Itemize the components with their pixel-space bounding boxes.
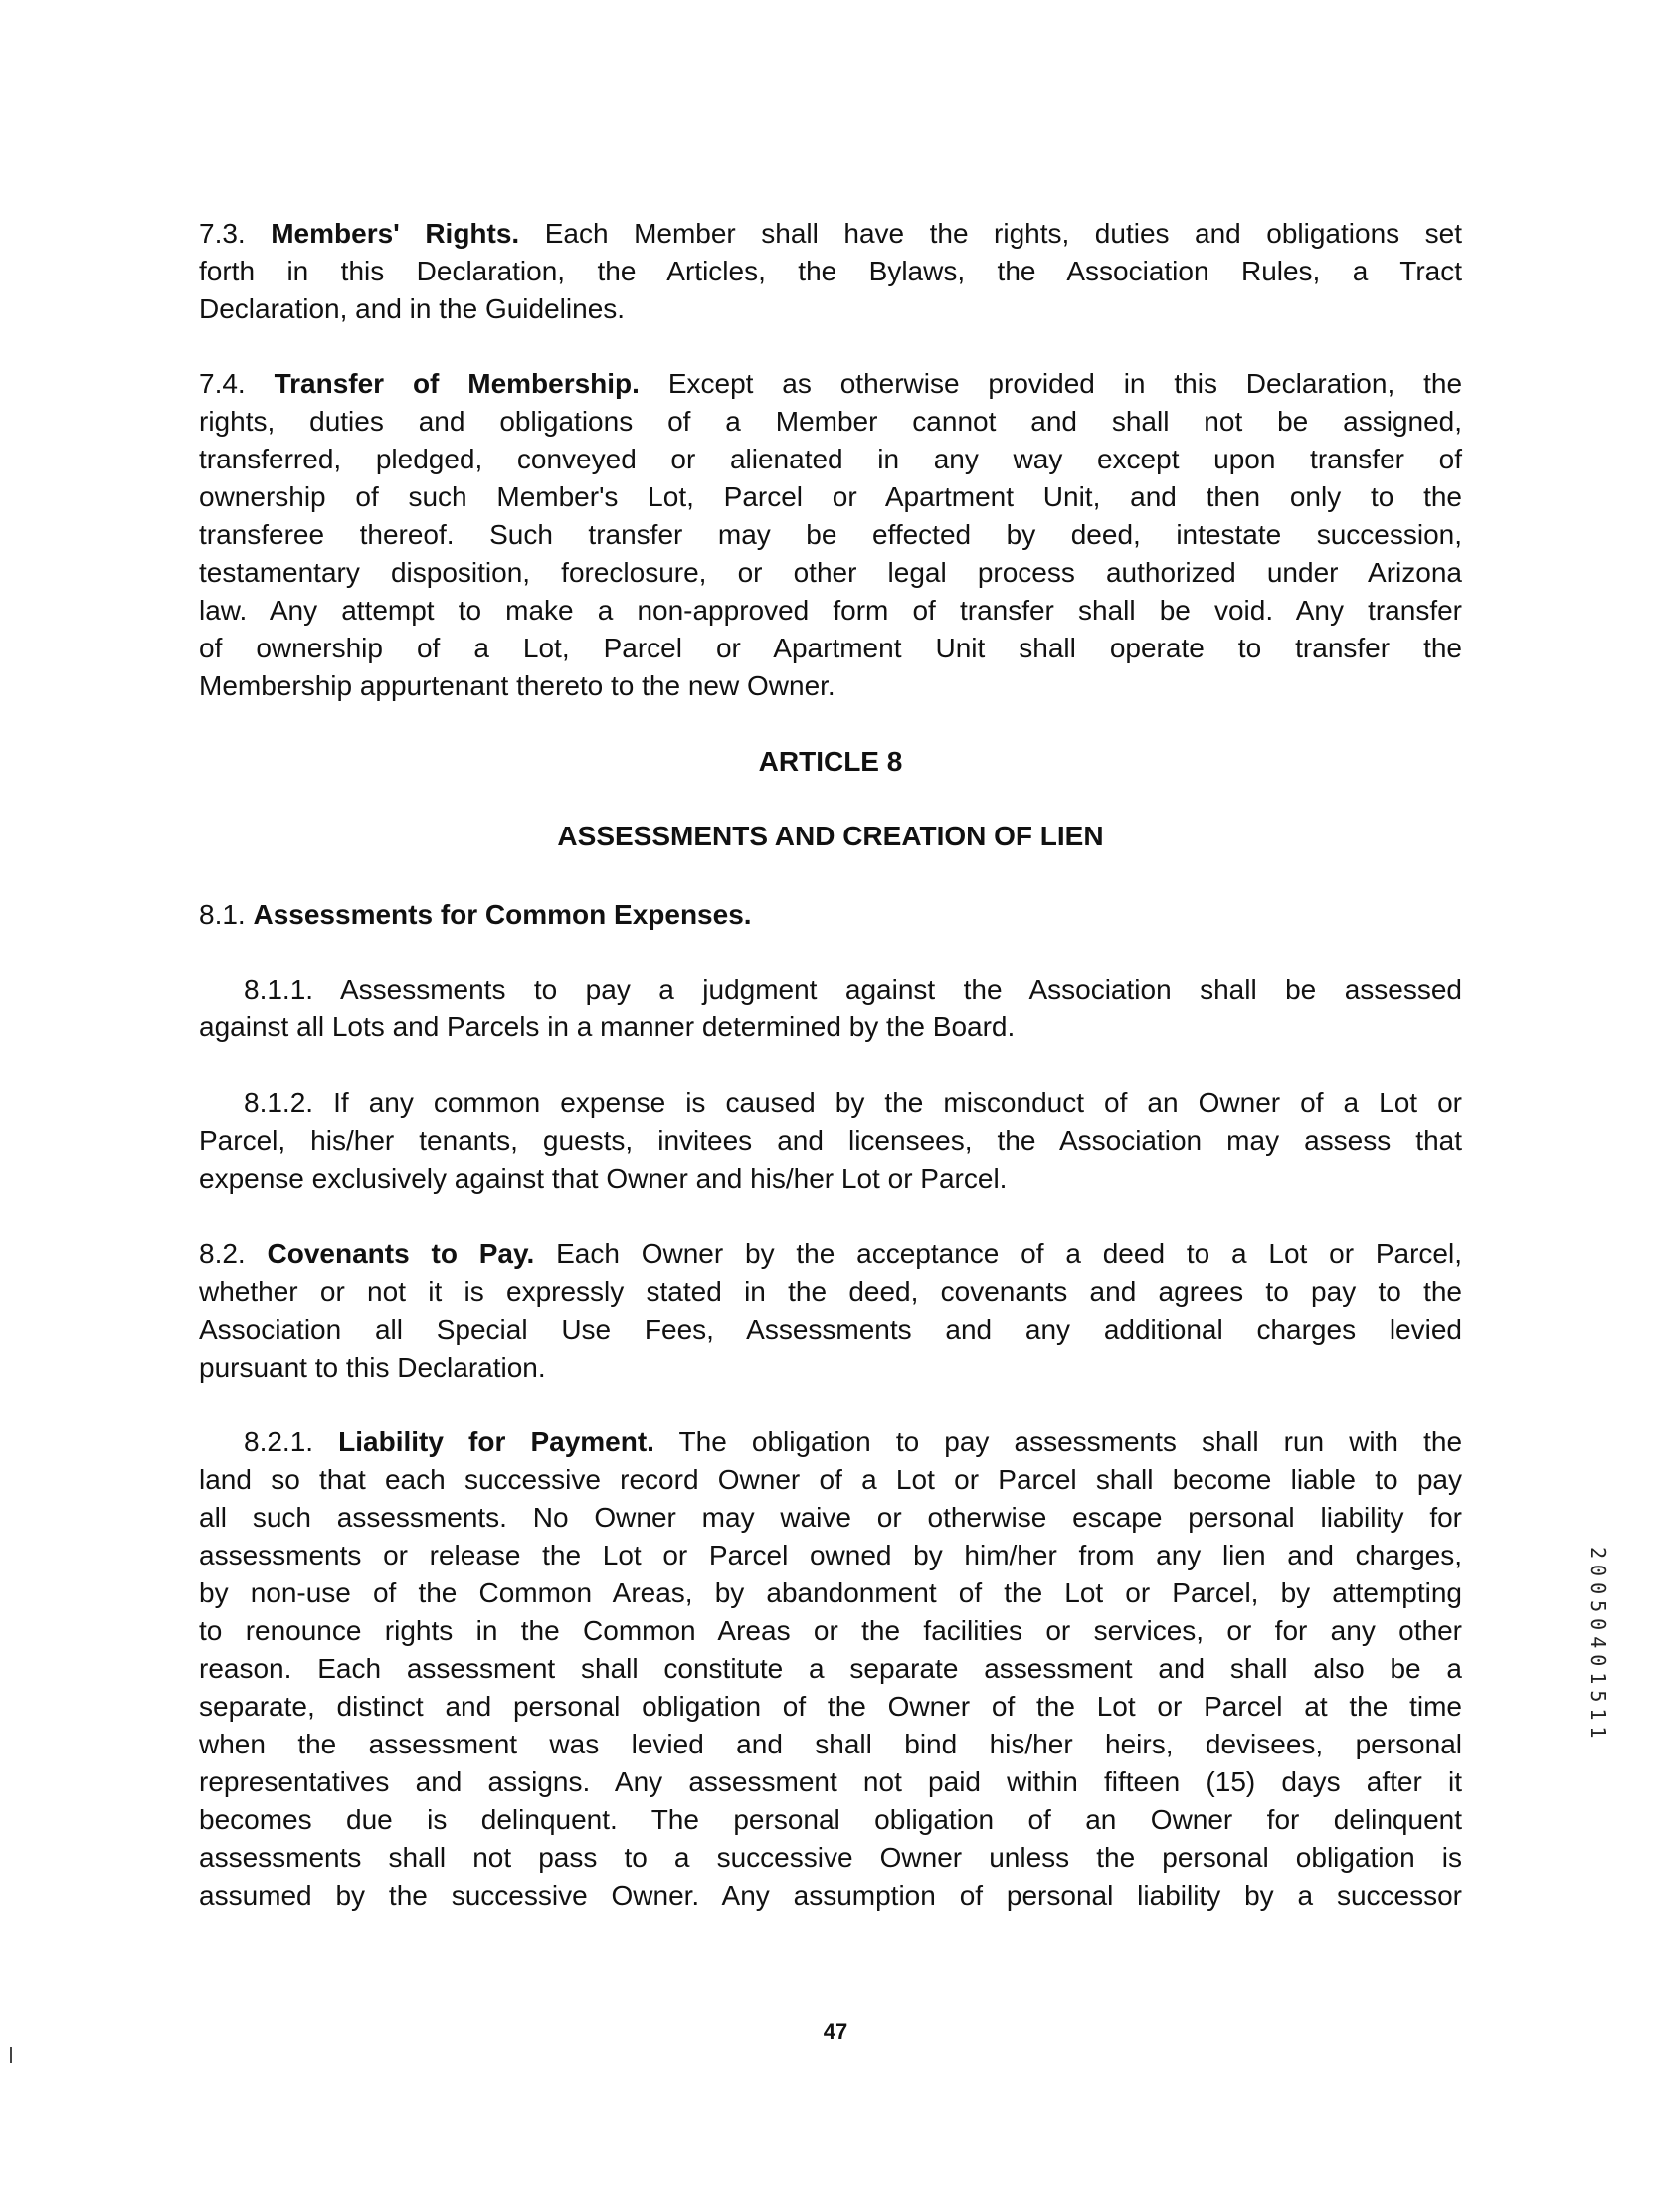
text-line: pursuant to this Declaration. bbox=[199, 1352, 546, 1382]
text-line: 8.1.2. If any common expense is caused by the misconduct of an Owner of a Lot or bbox=[244, 1087, 1462, 1118]
text-line: expense exclusively against that Owner and his/her Lot or Parcel. bbox=[199, 1163, 1008, 1194]
text-line: assessments or release the Lot or Parcel owned by him/her from any lien and charges, bbox=[199, 1540, 1462, 1570]
text-line: reason. Each assessment shall constitute a separate assessment and shall also be a bbox=[199, 1653, 1462, 1684]
text-line: becomes due is delinquent. The personal obligation of an Owner for delinquent bbox=[199, 1804, 1462, 1835]
section-8-1-2 bbox=[199, 1084, 1462, 1198]
section-8-2-1 bbox=[199, 1423, 1462, 1915]
section-8-1 bbox=[199, 896, 1462, 934]
text-line: Declaration, and in the Guidelines. bbox=[199, 293, 626, 324]
section-8-1-1 bbox=[199, 971, 1462, 1046]
text-line: by non-use of the Common Areas, by abandonment of the Lot or Parcel, by attempting bbox=[199, 1577, 1462, 1608]
text-line: testamentary disposition, foreclosure, or other legal process authorized under Arizona bbox=[199, 557, 1462, 588]
section-number: 8.2. bbox=[199, 1238, 268, 1269]
section-title: Members' Rights. bbox=[271, 218, 520, 249]
section-7-3 bbox=[199, 215, 1462, 328]
text-line: when the assessment was levied and shall bind his/her heirs, devisees, personal bbox=[199, 1729, 1462, 1759]
text-line: Parcel, his/her tenants, guests, invitees and licensees, the Association may assess that bbox=[199, 1125, 1462, 1156]
text-line: 8.1.1. Assessments to pay a judgment against the Association shall be assessed bbox=[244, 974, 1462, 1005]
section-title: Covenants to Pay. bbox=[267, 1238, 535, 1269]
section-title: Transfer of Membership. bbox=[274, 368, 640, 399]
text-line: all such assessments. No Owner may waive or otherwise escape personal liability for bbox=[199, 1502, 1462, 1533]
section-number: 8.1. bbox=[199, 899, 254, 930]
article-label: ARTICLE 8 bbox=[758, 746, 903, 777]
section-number: 7.3. bbox=[199, 218, 272, 249]
text-line: forth in this Declaration, the Articles, the Bylaws, the Association Rules, a Tract bbox=[199, 256, 1462, 286]
text-line: against all Lots and Parcels in a manner determined by the Board. bbox=[199, 1012, 1016, 1042]
article-heading: ASSESSMENTS AND CREATION OF LIEN bbox=[557, 821, 1104, 851]
section-title: Assessments for Common Expenses. bbox=[253, 899, 752, 930]
text-line: separate, distinct and personal obligation of the Owner of the Lot or Parcel at the time bbox=[199, 1691, 1462, 1722]
text-line: transferred, pledged, conveyed or alienated in any way except upon transfer of bbox=[199, 444, 1462, 474]
section-number: 8.2.1. bbox=[244, 1426, 339, 1457]
text-line: The obligation to pay assessments shall run with the bbox=[653, 1426, 1463, 1457]
text-line: transferee thereof. Such transfer may be effected by deed, intestate succession, bbox=[199, 519, 1462, 550]
margin-recording-stamp: 20050401511 bbox=[1586, 1547, 1610, 1745]
text-line: Each Owner by the acceptance of a deed to a Lot or Parcel, bbox=[534, 1238, 1463, 1269]
scan-mark bbox=[10, 2047, 12, 2063]
text-line: assumed by the successive Owner. Any assumption of personal liability by a successor bbox=[199, 1880, 1462, 1911]
text-line: law. Any attempt to make a non-approved form of transfer shall be void. Any transfer bbox=[199, 595, 1462, 626]
page-number: 47 bbox=[823, 2019, 848, 2044]
text-line: Except as otherwise provided in this Declaration, the bbox=[639, 368, 1463, 399]
text-line: rights, duties and obligations of a Member cannot and shall not be assigned, bbox=[199, 406, 1462, 437]
section-7-4 bbox=[199, 365, 1462, 705]
text-line: to renounce rights in the Common Areas or the facilities or services, or for any other bbox=[199, 1615, 1462, 1646]
text-line: Membership appurtenant thereto to the new Owner. bbox=[199, 670, 836, 701]
text-line: of ownership of a Lot, Parcel or Apartment Unit shall operate to transfer the bbox=[199, 633, 1462, 663]
section-title: Liability for Payment. bbox=[338, 1426, 654, 1457]
text-line: assessments shall not pass to a successive Owner unless the personal obligation is bbox=[199, 1842, 1462, 1873]
text-line: ownership of such Member's Lot, Parcel or Apartment Unit, and then only to the bbox=[199, 481, 1462, 512]
section-8-2 bbox=[199, 1235, 1462, 1386]
text-line: land so that each successive record Owner of a Lot or Parcel shall become liable to pay bbox=[199, 1464, 1462, 1495]
text-line: whether or not it is expressly stated in the deed, covenants and agrees to pay to the bbox=[199, 1276, 1462, 1307]
text-line: Association all Special Use Fees, Assessments and any additional charges levied bbox=[199, 1314, 1462, 1345]
text-line: representatives and assigns. Any assessment not paid within fifteen (15) days after it bbox=[199, 1766, 1462, 1797]
section-number: 7.4. bbox=[199, 368, 275, 399]
text-line: Each Member shall have the rights, duties and obligations set bbox=[519, 218, 1462, 249]
